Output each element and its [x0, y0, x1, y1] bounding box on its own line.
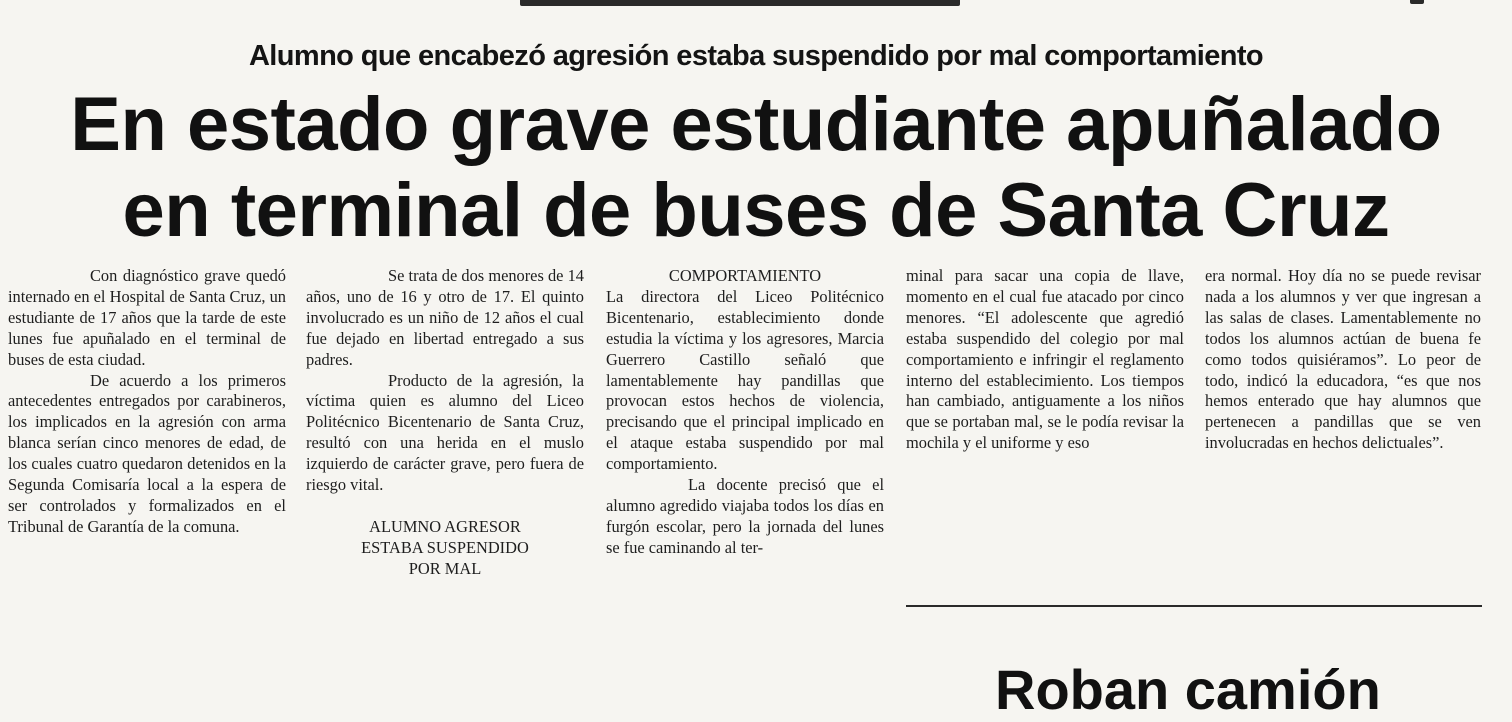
subhead-line: ESTABA SUSPENDIDO: [361, 537, 529, 557]
previous-section-header-fragment: [520, 0, 960, 6]
headline-line-1: En estado grave estudiante apuñalado: [70, 82, 1442, 167]
paragraph: Producto de la agresión, la víctima quien es alumno del Liceo Politécnico Bicentenario de Santa Cruz, resultó con una herida en el muslo izquierdo de carácter grave, pero fuera de riesgo vital.: [306, 370, 584, 495]
article-headline: [0, 82, 1512, 254]
article-kicker: Alumno que encabezó agresión estaba suspendido por mal comportamiento: [248, 40, 1264, 72]
paragraph: La directora del Liceo Politécnico Bicentenario, establecimiento donde estudia la víctima y los agresores, Marcia Guerrero Castillo señaló que lamentablemente hay pandillas que provocan estos hechos de violencia, precisando que el principal implicado en el ataque estaba suspendido por mal comportamiento.: [606, 286, 884, 474]
side-story-headline: Roban camión: [995, 658, 1381, 721]
paragraph: Con diagnóstico grave quedó internado en el Hospital de Santa Cruz, un estudiante de 17 años que la tarde de este lunes fue apuñalado en el terminal de buses de esta ciudad.: [8, 266, 286, 369]
subhead-line: ALUMNO AGRESOR: [369, 516, 521, 536]
article-column-5: [1205, 266, 1481, 454]
article-column-3: [606, 266, 884, 559]
paragraph: era normal. Hoy día no se puede revisar nada a los alumnos y ver que ingresan a las salas de clases. Lamentablemente no todos los alumnos actúan de buena fe como todos quisiéramos”. Lo peor de todo, indicó la educadora, “es que nos hemos enterado que hay alumnos que pertenecen a pandillas que se ven involucradas en hechos delictuales”.: [1205, 266, 1481, 453]
paragraph: Se trata de dos menores de 14 años, uno de 16 y otro de 17. El quinto involucrado es un niño de 12 años el cual fue dejado en libertad entregado a sus padres.: [306, 266, 584, 369]
subhead-line: POR MAL: [408, 558, 482, 578]
paragraph: La docente precisó que el alumno agredido viajaba todos los días en furgón escolar, pero la jornada del lunes se fue caminando al ter-: [606, 475, 884, 557]
column-divider-rule: [906, 605, 1482, 607]
page-corner-mark: [1410, 0, 1424, 4]
paragraph: De acuerdo a los primeros antecedentes entregados por carabineros, los implicados en la agresión con arma blanca serían cinco menores de edad, de los cuales cuatro quedaron detenidos en la Segunda Comisaría local a la espera de ser controlados y formalizados en el Tribunal de Garantía de la comuna.: [8, 370, 286, 536]
article-column-1: [8, 266, 286, 538]
subhead-line: COMPORTAMIENTO: [668, 266, 822, 285]
headline-line-2: en terminal de buses de Santa Cruz: [122, 168, 1390, 253]
paragraph: minal para sacar una copia de llave, momento en el cual fue atacado por cinco menores. “El adolescente que agredió estaba suspendido del colegio por mal comportamiento e infringir el reglamento interno del establecimiento. Los tiempos han cambiado, antiguamente a los niños que se portaban mal, se le podía revisar la mochila y el uniforme y eso: [906, 266, 1184, 453]
article-column-2: [306, 266, 584, 580]
article-column-4: [906, 266, 1184, 454]
